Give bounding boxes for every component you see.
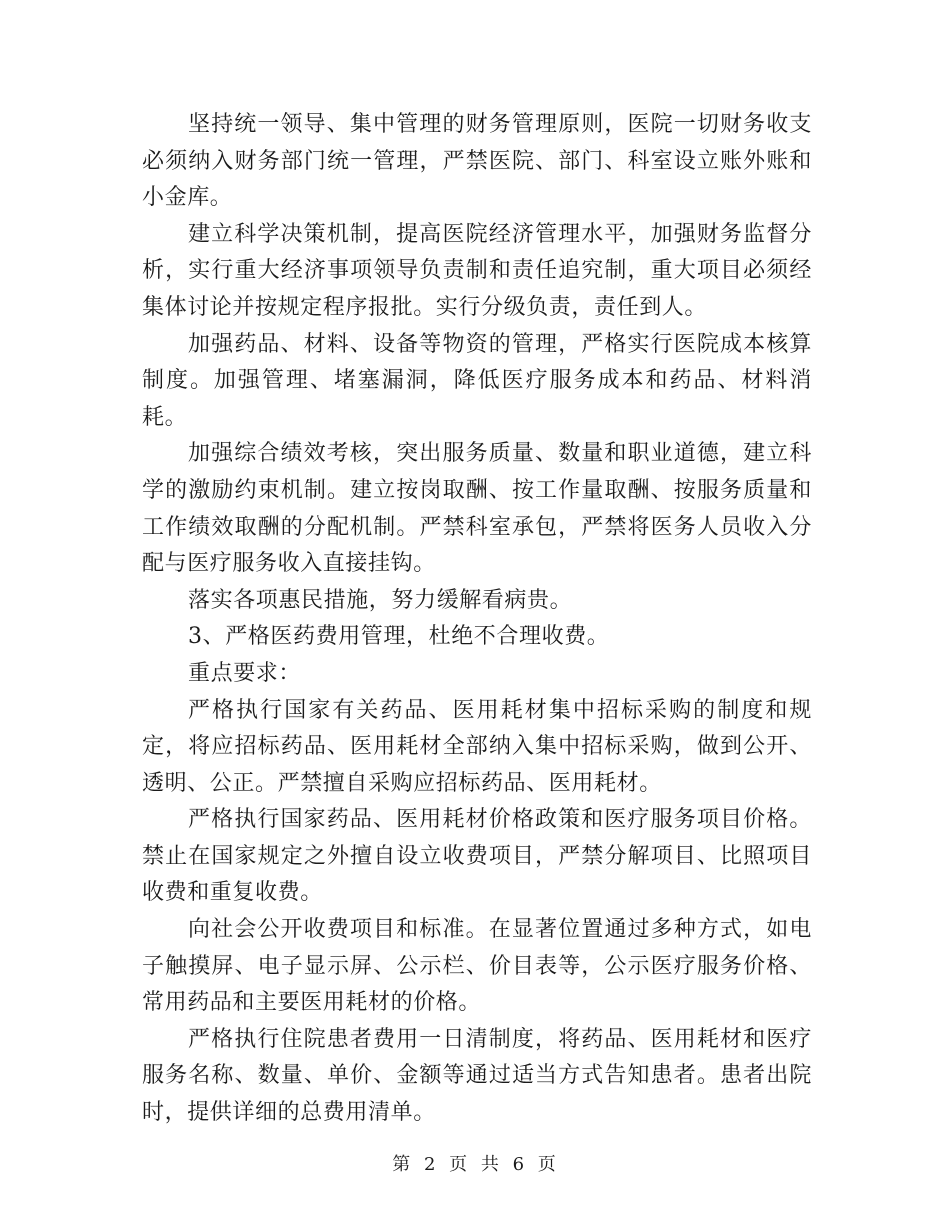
paragraph-benefit-measures: 落实各项惠民措施，努力缓解看病贵。 — [188, 587, 573, 613]
paragraph-materials-management: 加强药品、材料、设备等物资的管理，严格实行医院成本核算制度。加强管理、堵塞漏洞，降低医疗服务成本和药品、材料消耗。 — [142, 331, 812, 430]
document-body — [142, 107, 812, 1132]
paragraph-performance-assessment: 加强综合绩效考核，突出服务质量、数量和职业道德，建立科学的激励约束机制。建立按岗取酬、按工作量取酬、按服务质量和工作绩效取酬的分配机制。严禁科室承包，严禁将医务人员收入分配与医疗服务收入直接挂钩。 — [142, 441, 812, 577]
footer-suffix: 页 — [537, 1154, 558, 1175]
paragraph-key-requirements: 重点要求： — [188, 660, 302, 686]
paragraph-price-policy: 严格执行国家药品、医用耗材价格政策和医疗服务项目价格。禁止在国家规定之外擅自设立收费项目，严禁分解项目、比照项目收费和重复收费。 — [142, 807, 812, 906]
paragraph-daily-bill: 严格执行住院患者费用一日清制度，将药品、医用耗材和医疗服务名称、数量、单价、金额等通过适当方式告知患者。患者出院时，提供详细的总费用清单。 — [142, 1026, 812, 1126]
footer-current-page: 2 — [423, 1154, 438, 1175]
paragraph-public-disclosure: 向社会公开收费项目和标准。在显著位置通过多种方式，如电子触摸屏、电子显示屏、公示栏、价目表等，公示医疗服务价格、常用药品和主要医用耗材的价格。 — [142, 917, 812, 1016]
footer-page-label: 页 — [449, 1154, 470, 1175]
paragraph-finance-principle: 坚持统一领导、集中管理的财务管理原则，医院一切财务收支必须纳入财务部门统一管理，严禁医院、部门、科室设立账外账和小金库。 — [142, 112, 812, 211]
footer-total-label: 共 — [480, 1154, 501, 1175]
footer-total-pages: 6 — [512, 1154, 527, 1175]
paragraph-centralized-procurement: 严格执行国家有关药品、医用耗材集中招标采购的制度和规定，将应招标药品、医用耗材全部纳入集中招标采购，做到公开、透明、公正。严禁擅自采购应招标药品、医用耗材。 — [142, 697, 812, 796]
page-footer — [0, 1150, 950, 1176]
footer-prefix: 第 — [392, 1154, 413, 1175]
section-heading-fee-management: 3、严格医药费用管理，杜绝不合理收费。 — [188, 624, 610, 650]
paragraph-decision-mechanism: 建立科学决策机制，提高医院经济管理水平，加强财务监督分析，实行重大经济事项领导负责制和责任追究制，重大项目必须经集体讨论并按规定程序报批。实行分级负责，责任到人。 — [142, 221, 812, 320]
